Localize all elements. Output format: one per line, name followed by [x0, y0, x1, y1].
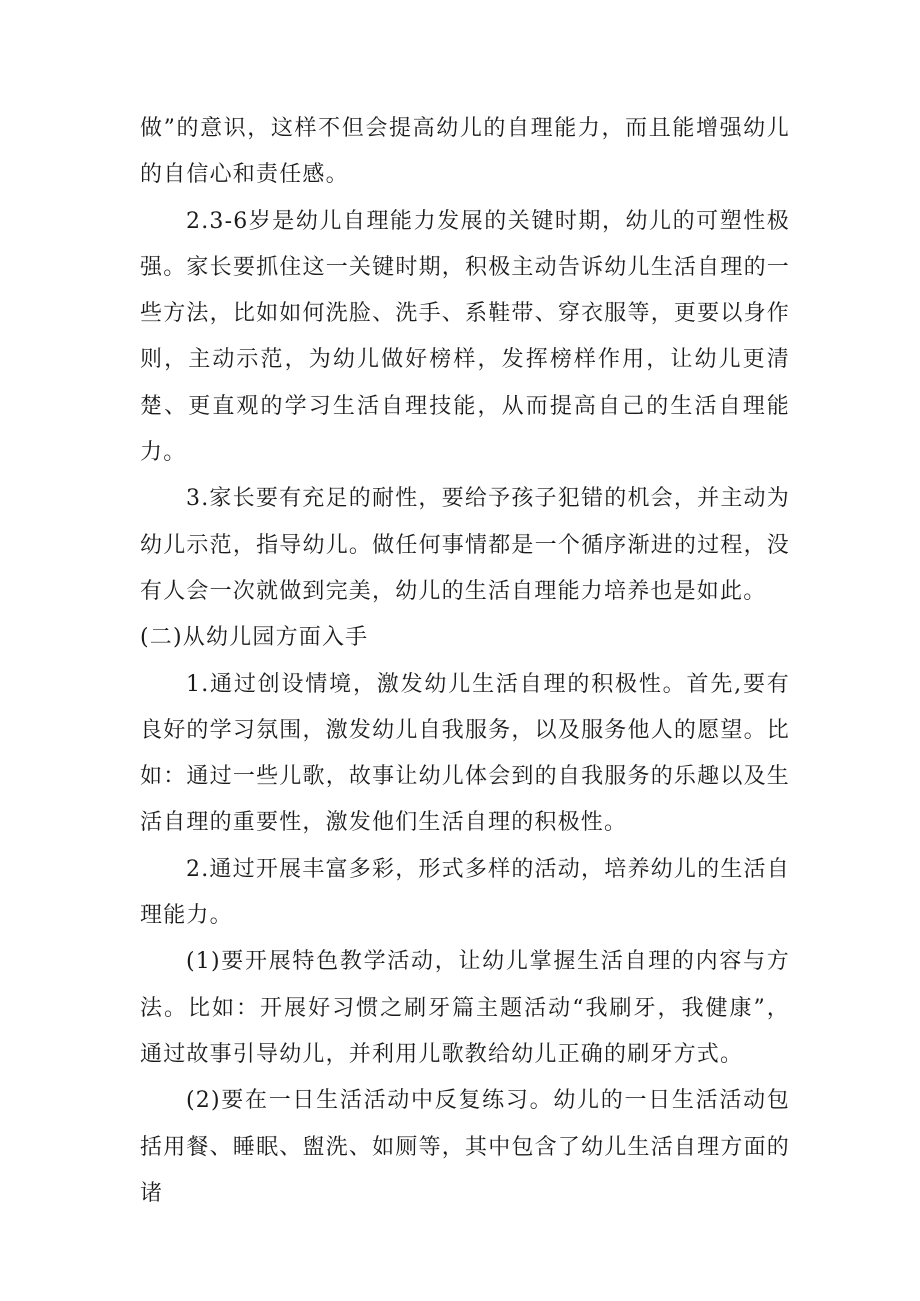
paragraph-item-3: 3.家长要有充足的耐性，要给予孩子犯错的机会，并主动为幼儿示范，指导幼儿。做任何事情都是一个循序渐进的过程，没有人会一次就做到完美，幼儿的生活自理能力培养也是如此。	[140, 486, 790, 604]
paragraph-continuation: 做”的意识，这样不但会提高幼儿的自理能力，而且能增强幼儿的自信心和责任感。	[140, 116, 790, 188]
section-heading: (二)从幼儿园方面入手	[140, 625, 369, 651]
paragraph-item-1: 1.通过创设情境，激发幼儿生活自理的积极性。首先,要有良好的学习氛围，激发幼儿自我服务，以及服务他人的愿望。比如：通过一些儿歌，故事让幼儿体会到的自我服务的乐趣以及生活自理的重要性，激发他们生活自理的积极性。	[140, 671, 790, 836]
paragraph-item-2: 2.3-6岁是幼儿自理能力发展的关键时期，幼儿的可塑性极强。家长要抓住这一关键时期，积极主动告诉幼儿生活自理的一些方法，比如如何洗脸、洗手、系鞋带、穿衣服等，更要以身作则，主动示范，为幼儿做好榜样，发挥榜样作用，让幼儿更清楚、更直观的学习生活自理技能，从而提高自己的生活自理能力。	[140, 208, 790, 466]
paragraph-subitem-1: (1)要开展特色教学活动，让幼儿掌握生活自理的内容与方法。比如：开展好习惯之刷牙篇主题活动“我刷牙，我健康”，通过故事引导幼儿，并利用儿歌教给幼儿正确的刷牙方式。	[140, 949, 790, 1067]
paragraph-subitem-2: (2)要在一日生活活动中反复练习。幼儿的一日生活活动包括用餐、睡眠、盥洗、如厕等，其中包含了幼儿生活自理方面的诸	[140, 1088, 790, 1206]
document-body	[140, 106, 790, 1217]
paragraph-item-2b: 2.通过开展丰富多彩，形式多样的活动，培养幼儿的生活自理能力。	[140, 856, 790, 929]
